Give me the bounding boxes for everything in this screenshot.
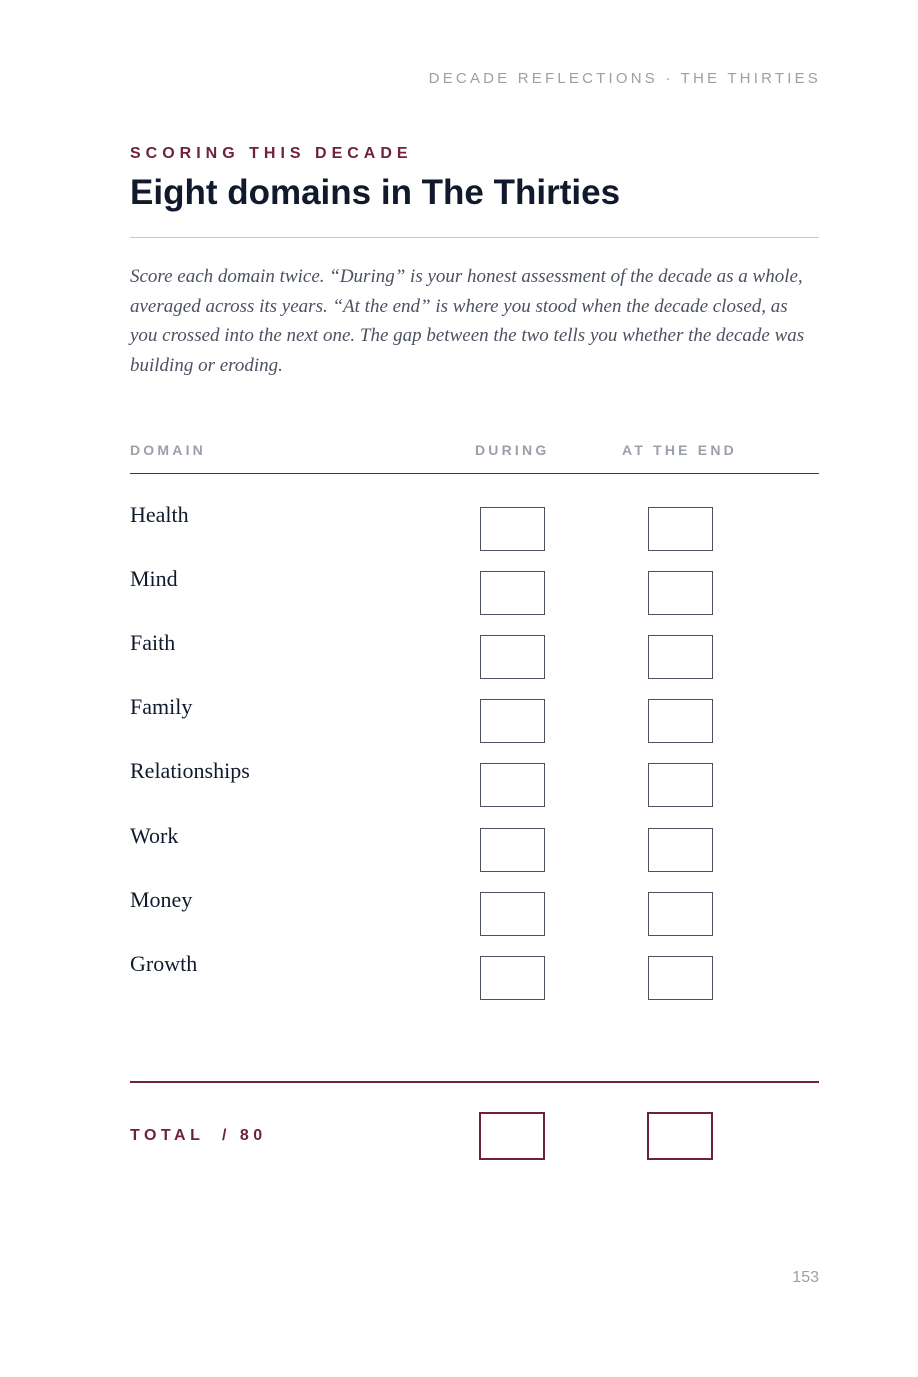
end-score-box[interactable]: [648, 763, 713, 807]
during-score-box[interactable]: [480, 507, 545, 551]
total-label: [130, 1127, 267, 1145]
domain-row: [130, 694, 819, 743]
domain-label: Work: [130, 823, 179, 848]
end-score-box[interactable]: [648, 892, 713, 936]
column-header-at-the-end: AT THE END: [622, 442, 737, 458]
domain-label: Family: [130, 694, 193, 719]
title-divider: [130, 237, 819, 238]
domain-row: [130, 758, 819, 807]
domain-label: Health: [130, 502, 189, 527]
page-number: 153: [792, 1269, 819, 1286]
domain-row: [130, 566, 819, 615]
domain-label: Relationships: [130, 758, 250, 783]
end-score-box[interactable]: [648, 828, 713, 872]
column-header-domain: DOMAIN: [130, 442, 206, 458]
end-score-box[interactable]: [648, 571, 713, 615]
end-score-box[interactable]: [648, 507, 713, 551]
domain-row: [130, 502, 819, 551]
total-rule: [130, 1081, 819, 1083]
end-score-box[interactable]: [648, 956, 713, 1000]
during-score-box[interactable]: [480, 699, 545, 743]
domain-row: [130, 887, 819, 936]
total-end-box[interactable]: [647, 1112, 713, 1160]
domain-row: [130, 823, 819, 872]
total-label-text: TOTAL: [130, 1127, 205, 1144]
page-title: Eight domains in The Thirties: [130, 173, 621, 212]
total-during-box[interactable]: [479, 1112, 545, 1160]
domain-label: Faith: [130, 630, 176, 655]
during-score-box[interactable]: [480, 828, 545, 872]
end-score-box[interactable]: [648, 635, 713, 679]
during-score-box[interactable]: [480, 635, 545, 679]
during-score-box[interactable]: [480, 892, 545, 936]
section-kicker: SCORING THIS DECADE: [130, 145, 413, 162]
running-head: DECADE REFLECTIONS · THE THIRTIES: [428, 70, 821, 87]
during-score-box[interactable]: [480, 571, 545, 615]
domain-label: Mind: [130, 566, 178, 591]
domain-row: [130, 951, 819, 1000]
intro-paragraph: Score each domain twice. “During” is your honest assessment of the decade as a whole, averaged across its years. “At the end” is where you stood when the decade closed, as you crossed into the next one. The gap between the two tells you whether the decade was building or eroding.: [130, 266, 805, 377]
column-header-during: DURING: [475, 442, 550, 458]
end-score-box[interactable]: [648, 699, 713, 743]
during-score-box[interactable]: [480, 763, 545, 807]
total-max: / 80: [221, 1127, 267, 1144]
domain-label: Money: [130, 887, 193, 912]
table-top-rule: [130, 473, 819, 474]
domain-row: [130, 630, 819, 679]
during-score-box[interactable]: [480, 956, 545, 1000]
domain-label: Growth: [130, 951, 198, 976]
